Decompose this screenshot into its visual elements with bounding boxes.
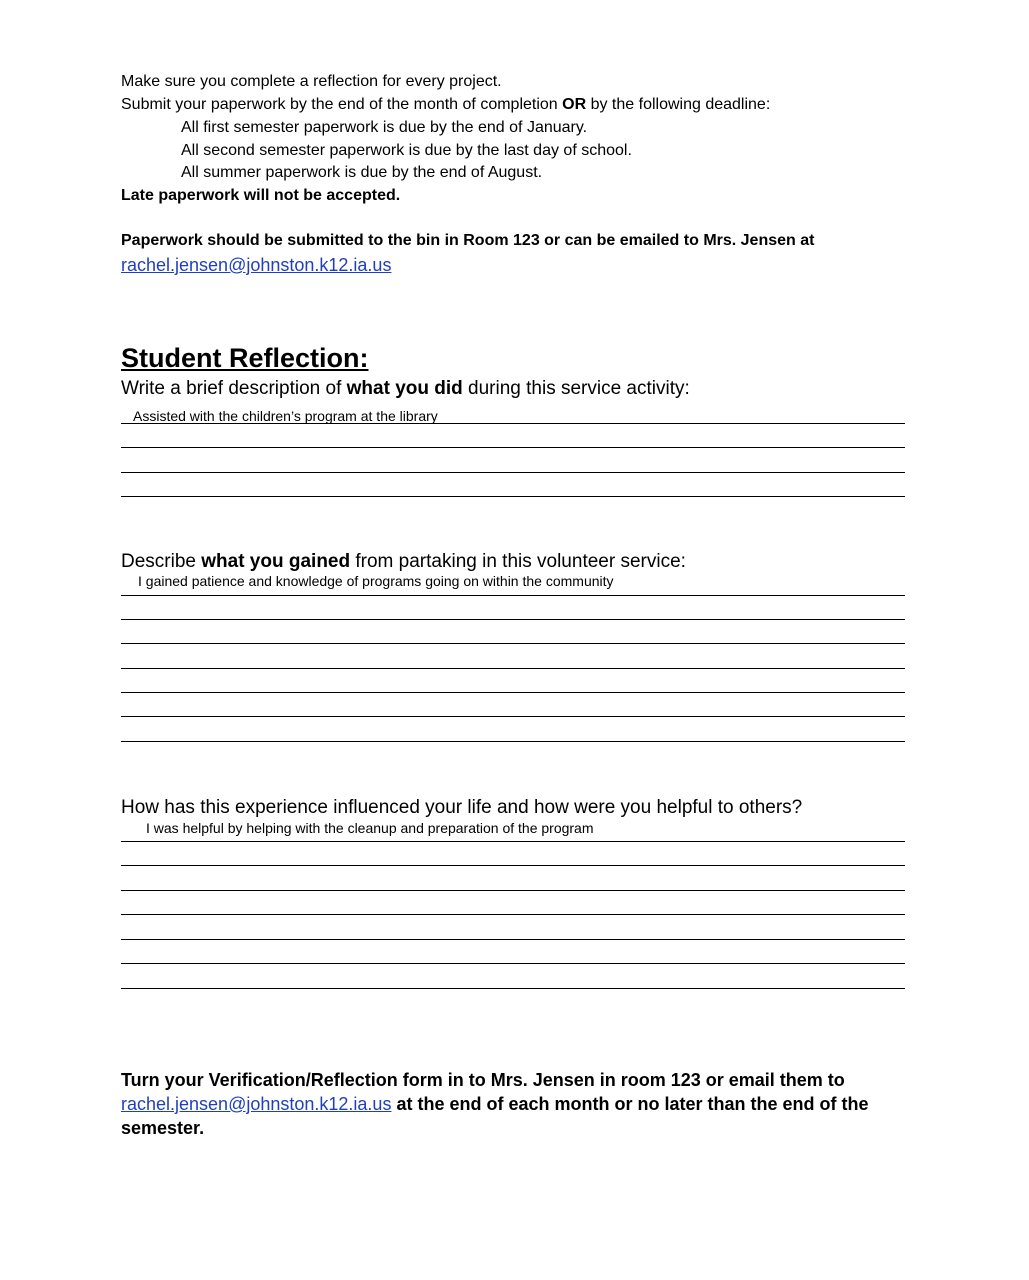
question-emphasis: what you did bbox=[346, 378, 463, 399]
answer-line bbox=[121, 668, 905, 669]
answer-influence[interactable]: I was helpful by helping with the cleanup and preparation of the program bbox=[146, 820, 594, 836]
answer-line bbox=[121, 939, 905, 940]
deadline-summer: All summer paperwork is due by the end of August. bbox=[181, 164, 543, 181]
question-text: Describe bbox=[121, 551, 202, 572]
answer-line bbox=[121, 643, 905, 644]
instruction-submit-deadline bbox=[121, 95, 770, 115]
submission-note: Paperwork should be submitted to the bin in Room 123 or can be emailed to Mrs. Jensen at bbox=[121, 232, 815, 249]
answer-line bbox=[121, 890, 905, 891]
answer-line bbox=[121, 716, 905, 717]
answer-line bbox=[121, 963, 905, 964]
student-reflection-heading: Student Reflection: bbox=[121, 343, 369, 373]
answer-line bbox=[121, 741, 905, 742]
answer-line bbox=[121, 619, 905, 620]
question-text-end: from partaking in this volunteer service: bbox=[350, 551, 686, 572]
answer-line bbox=[121, 496, 905, 497]
answer-line bbox=[121, 447, 905, 448]
deadline-first-semester: All first semester paperwork is due by the end of January. bbox=[181, 119, 588, 136]
question-text: Write a brief description of bbox=[121, 378, 347, 399]
footer-text-end: at the end of each month or no later than the end of the semester. bbox=[121, 1094, 869, 1138]
instruction-reflection-every-project: Make sure you complete a reflection for every project. bbox=[121, 73, 502, 90]
question-influence: How has this experience influenced your life and how were you helpful to others? bbox=[121, 797, 803, 818]
answer-line bbox=[121, 472, 905, 473]
footer-text: Turn your Verification/Reflection form in to Mrs. Jensen in room 123 or email them to bbox=[121, 1070, 845, 1090]
answer-line bbox=[121, 988, 905, 989]
question-what-you-did bbox=[121, 377, 690, 401]
submission-footer bbox=[121, 1068, 911, 1140]
answer-what-you-gained[interactable]: I gained patience and knowledge of programs going on within the community bbox=[138, 573, 614, 589]
answer-what-you-did[interactable]: Assisted with the children’s program at the library bbox=[133, 408, 438, 424]
instruction-or-emphasis: OR bbox=[562, 96, 587, 113]
answer-line bbox=[121, 841, 905, 842]
email-link[interactable]: rachel.jensen@johnston.k12.ia.us bbox=[121, 255, 392, 275]
footer-email-link[interactable]: rachel.jensen@johnston.k12.ia.us bbox=[121, 1094, 392, 1114]
question-emphasis: what you gained bbox=[201, 551, 351, 572]
deadline-second-semester: All second semester paperwork is due by the last day of school. bbox=[181, 142, 632, 159]
question-what-you-gained bbox=[121, 550, 686, 574]
instruction-submit-text: Submit your paperwork by the end of the month of completion bbox=[121, 96, 563, 113]
answer-line bbox=[121, 914, 905, 915]
answer-line bbox=[121, 595, 905, 596]
instruction-submit-text-end: by the following deadline: bbox=[586, 96, 771, 113]
answer-line bbox=[121, 692, 905, 693]
answer-line bbox=[121, 423, 905, 424]
question-text-end: during this service activity: bbox=[462, 378, 690, 399]
answer-line bbox=[121, 865, 905, 866]
late-paperwork-notice: Late paperwork will not be accepted. bbox=[121, 187, 401, 204]
